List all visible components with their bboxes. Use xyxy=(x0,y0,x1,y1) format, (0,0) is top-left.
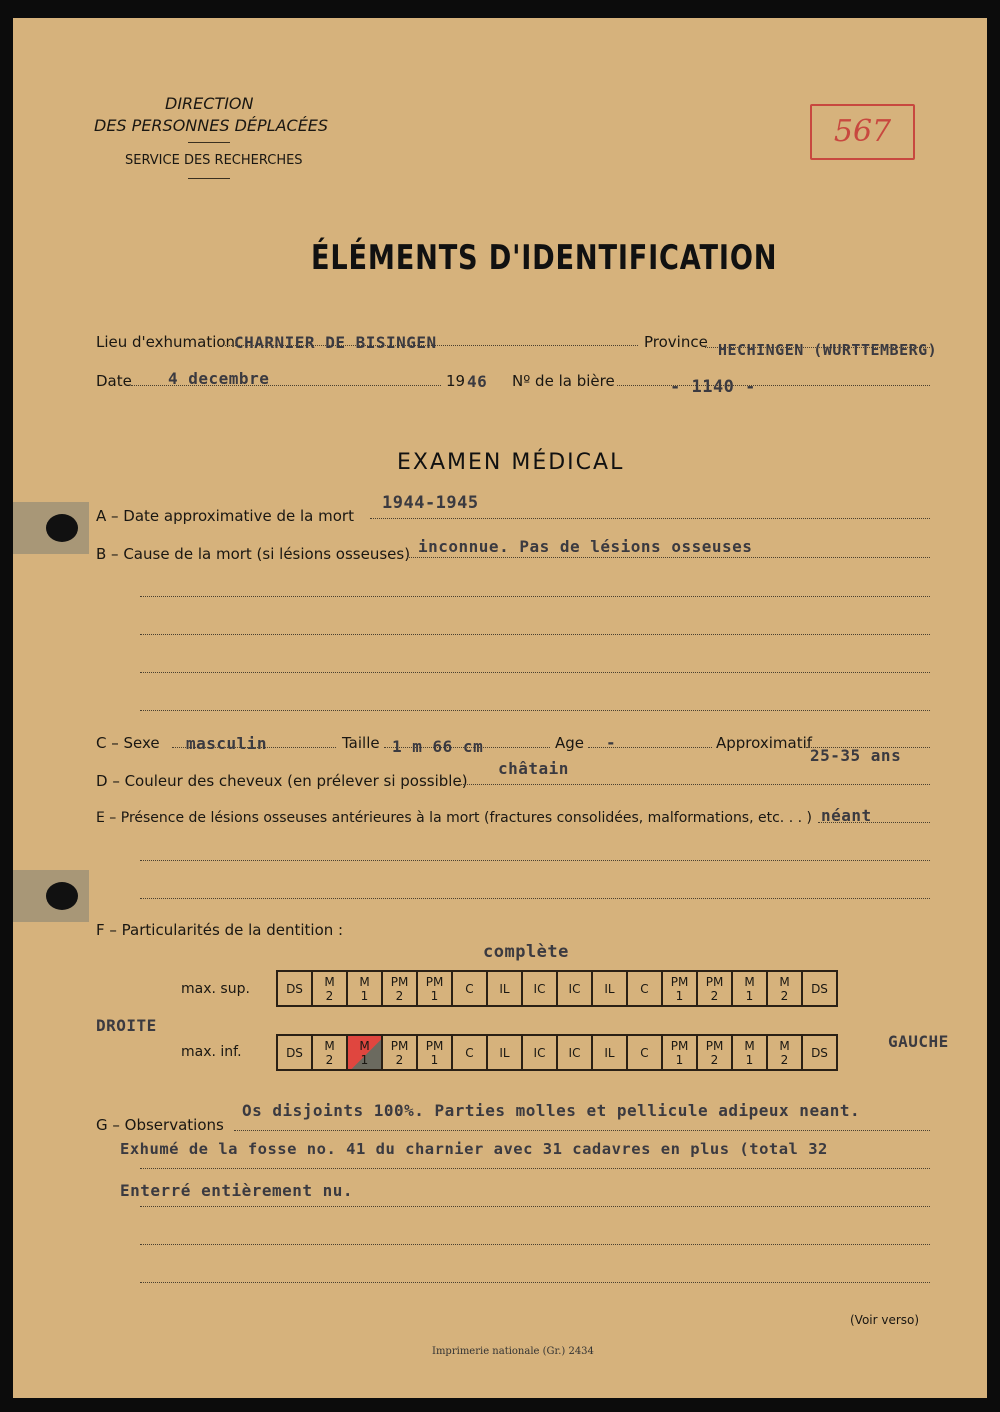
tooth-code: PM xyxy=(670,974,689,989)
upper-tooth-cell xyxy=(592,971,627,1006)
lower-tooth-cell xyxy=(452,1035,487,1070)
upper-tooth-cell xyxy=(417,971,452,1006)
tooth-code: PM xyxy=(390,1038,409,1053)
g-line-1: Os disjoints 100%. Parties molles et pellicule adipeux neant. xyxy=(242,1101,861,1120)
max-inf-label: max. inf. xyxy=(181,1044,242,1060)
lower-tooth-cell xyxy=(487,1035,522,1070)
header-rule-2 xyxy=(188,178,230,179)
d-value: châtain xyxy=(498,759,569,778)
tooth-code: DS xyxy=(811,981,828,996)
tooth-number: 2 xyxy=(710,1052,719,1067)
tooth-number: 1 xyxy=(360,988,369,1003)
dental-chart-lower xyxy=(276,1034,838,1071)
tooth-code: M xyxy=(324,1038,335,1053)
tooth-code: IL xyxy=(499,981,510,996)
upper-tooth-cell xyxy=(277,971,312,1006)
tooth-code: PM xyxy=(670,1038,689,1053)
header-direction: DIRECTION xyxy=(165,94,254,113)
punch-hole-top xyxy=(46,514,78,542)
upper-tooth-cell xyxy=(732,971,767,1006)
tooth-code: M xyxy=(779,1038,790,1053)
lower-tooth-cell xyxy=(347,1035,382,1070)
lower-tooth-cell xyxy=(802,1035,837,1070)
lower-tooth-cell xyxy=(767,1035,802,1070)
b-dotline xyxy=(407,557,930,558)
lower-tooth-cell xyxy=(382,1035,417,1070)
lower-tooth-cell xyxy=(417,1035,452,1070)
tooth-code: C xyxy=(465,981,474,996)
b-dotline-4 xyxy=(140,672,930,673)
g-dotline-5 xyxy=(140,1282,930,1283)
e-dotline-3 xyxy=(140,898,930,899)
tooth-number: 2 xyxy=(325,988,334,1003)
tooth-code: M xyxy=(359,1038,370,1053)
tooth-number: 2 xyxy=(780,988,789,1003)
tooth-code: DS xyxy=(286,981,303,996)
tooth-number: 2 xyxy=(710,988,719,1003)
e-dotline-2 xyxy=(140,860,930,861)
c-approx-label: Approximatif xyxy=(716,734,813,752)
tooth-code: C xyxy=(640,1045,649,1060)
lower-tooth-cell xyxy=(662,1035,697,1070)
tooth-number: 1 xyxy=(745,1052,754,1067)
d-dotline xyxy=(458,784,930,785)
upper-tooth-cell xyxy=(697,971,732,1006)
lower-tooth-cell xyxy=(277,1035,312,1070)
b-dotline-3 xyxy=(140,634,930,635)
g-dotline-1 xyxy=(234,1130,930,1131)
tooth-code: DS xyxy=(811,1045,828,1060)
upper-tooth-cell xyxy=(802,971,837,1006)
exam-title: EXAMEN MÉDICAL xyxy=(397,450,625,475)
tooth-number: 1 xyxy=(430,1052,439,1067)
province-value: HECHINGEN (WURTTEMBERG) xyxy=(718,341,938,359)
tooth-code: PM xyxy=(705,974,724,989)
tooth-code: IL xyxy=(604,981,615,996)
upper-tooth-cell xyxy=(347,971,382,1006)
tooth-code: M xyxy=(359,974,370,989)
b-value: inconnue. Pas de lésions osseuses xyxy=(418,537,753,556)
lower-tooth-cell xyxy=(557,1035,592,1070)
tooth-number: 2 xyxy=(395,1052,404,1067)
tooth-code: PM xyxy=(390,974,409,989)
tooth-number: 2 xyxy=(325,1052,334,1067)
voir-verso: (Voir verso) xyxy=(850,1313,920,1327)
upper-tooth-cell xyxy=(767,971,802,1006)
tooth-code: PM xyxy=(705,1038,724,1053)
max-sup-label: max. sup. xyxy=(181,981,250,997)
tooth-number: 1 xyxy=(745,988,754,1003)
tooth-number: 1 xyxy=(360,1052,369,1067)
tooth-code: M xyxy=(744,974,755,989)
c-age-value: - xyxy=(606,733,617,752)
droite-label: DROITE xyxy=(96,1016,157,1035)
upper-tooth-cell xyxy=(382,971,417,1006)
tooth-code: IL xyxy=(499,1045,510,1060)
b-dotline-2 xyxy=(140,596,930,597)
tooth-code: IC xyxy=(533,981,546,996)
dental-chart-upper xyxy=(276,970,838,1007)
g-line-3: Enterré entièrement nu. xyxy=(120,1181,354,1200)
upper-tooth-cell xyxy=(627,971,662,1006)
header-service: SERVICE DES RECHERCHES xyxy=(125,153,303,168)
lieu-label: Lieu d'exhumation xyxy=(96,333,236,351)
year-value: 46 xyxy=(467,372,488,391)
date-label: Date xyxy=(96,372,132,390)
header-rule-1 xyxy=(188,142,230,143)
date-value: 4 decembre xyxy=(168,369,270,388)
c-sexe-label: C – Sexe xyxy=(96,734,160,752)
f-label: F – Particularités de la dentition : xyxy=(96,921,344,939)
upper-tooth-cell xyxy=(557,971,592,1006)
tooth-code: M xyxy=(744,1038,755,1053)
upper-tooth-cell xyxy=(312,971,347,1006)
lower-tooth-cell xyxy=(697,1035,732,1070)
g-dotline-3 xyxy=(140,1206,930,1207)
tooth-code: C xyxy=(640,981,649,996)
a-label: A – Date approximative de la mort xyxy=(96,507,354,525)
c-sexe-value: masculin xyxy=(186,734,268,753)
tooth-code: PM xyxy=(425,974,444,989)
tooth-code: IC xyxy=(568,1045,581,1060)
c-approx-value: 25-35 ans xyxy=(810,746,902,765)
upper-tooth-cell xyxy=(522,971,557,1006)
a-value: 1944-1945 xyxy=(382,493,479,513)
year-prefix: 19 xyxy=(446,372,466,390)
e-label: E – Présence de lésions osseuses antérieures à la mort (fractures consolidées, malformations, etc. . . ) xyxy=(96,810,812,826)
gauche-label: GAUCHE xyxy=(888,1032,949,1051)
tooth-code: C xyxy=(465,1045,474,1060)
upper-tooth-cell xyxy=(452,971,487,1006)
g-label: G – Observations xyxy=(96,1116,224,1134)
tooth-number: 2 xyxy=(395,988,404,1003)
c-taille-value: 1 m 66 cm xyxy=(392,737,484,756)
file-number-stamp: 567 xyxy=(810,104,915,160)
tooth-number: 1 xyxy=(675,1052,684,1067)
lieu-value: CHARNIER DE BISINGEN xyxy=(234,333,437,352)
b-label: B – Cause de la mort (si lésions osseuses) xyxy=(96,545,411,563)
biere-label: Nº de la bière xyxy=(512,372,615,390)
page-title: ÉLÉMENTS D'IDENTIFICATION xyxy=(311,238,778,278)
tooth-code: IL xyxy=(604,1045,615,1060)
tooth-number: 1 xyxy=(430,988,439,1003)
tooth-number: 1 xyxy=(675,988,684,1003)
c-taille-label: Taille xyxy=(342,734,380,752)
b-dotline-5 xyxy=(140,710,930,711)
a-dotline xyxy=(370,518,930,519)
imprimerie-footer: Imprimerie nationale (Gr.) 2434 xyxy=(432,1346,594,1357)
biere-value: - 1140 - xyxy=(670,377,756,397)
tooth-code: DS xyxy=(286,1045,303,1060)
lower-tooth-cell xyxy=(592,1035,627,1070)
g-dotline-2 xyxy=(140,1168,930,1169)
e-value: néant xyxy=(821,806,872,825)
tooth-number: 2 xyxy=(780,1052,789,1067)
biere-dotline xyxy=(617,385,930,386)
punch-hole-bottom xyxy=(46,882,78,910)
tooth-code: PM xyxy=(425,1038,444,1053)
c-age-label: Age xyxy=(555,734,585,752)
tooth-code: IC xyxy=(533,1045,546,1060)
upper-tooth-cell xyxy=(662,971,697,1006)
lower-tooth-cell xyxy=(312,1035,347,1070)
g-dotline-4 xyxy=(140,1244,930,1245)
province-label: Province xyxy=(644,333,708,351)
tooth-code: M xyxy=(324,974,335,989)
tooth-code: IC xyxy=(568,981,581,996)
lower-tooth-cell xyxy=(627,1035,662,1070)
d-label: D – Couleur des cheveux (en prélever si possible) xyxy=(96,772,468,790)
lower-tooth-cell xyxy=(522,1035,557,1070)
tooth-code: M xyxy=(779,974,790,989)
g-line-2: Exhumé de la fosse no. 41 du charnier avec 31 cadavres en plus (total 32 xyxy=(120,1140,828,1158)
header-department: DES PERSONNES DÉPLACÉES xyxy=(94,116,329,135)
upper-tooth-cell xyxy=(487,971,522,1006)
lower-tooth-cell xyxy=(732,1035,767,1070)
f-value: complète xyxy=(483,942,569,962)
